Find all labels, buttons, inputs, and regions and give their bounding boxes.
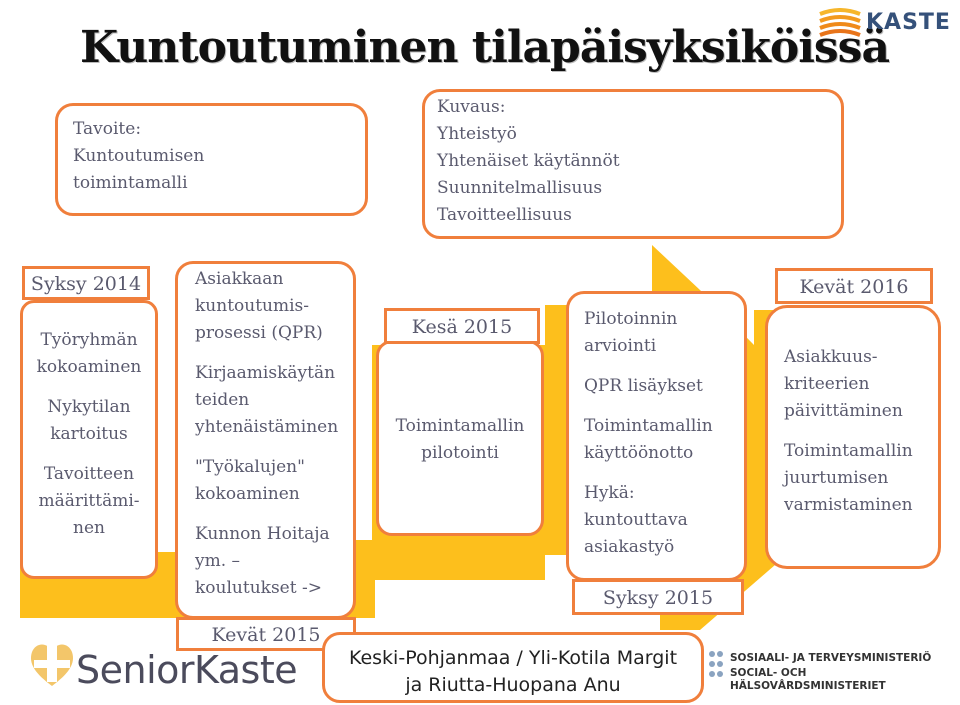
phase-item: kuntoutumis- (195, 296, 310, 316)
phase-item: yhtenäistäminen (195, 417, 339, 437)
phase-item: Asiakkuus- (784, 347, 878, 367)
phase-item: kuntouttava (584, 510, 688, 530)
phase-item: teiden (195, 390, 250, 410)
phase-label-kevat-2015: Kevät 2015 (176, 617, 356, 651)
phase-item: Toimintamallin (395, 416, 525, 436)
phase-box-syksy-2014 (20, 300, 158, 579)
kaste-wave-icon (818, 8, 862, 40)
phase-item: arviointi (584, 336, 657, 356)
kaste-logo (818, 6, 958, 42)
description-box (422, 89, 844, 239)
phase-item: määrittämi- (38, 491, 140, 511)
phase-item: koulutukset -> (195, 578, 322, 598)
ministry-line: SOCIAL- OCH HÄLSOVÅRDSMINISTERIET (730, 667, 886, 692)
goal-line: Tavoite: (73, 119, 142, 139)
phase-item: kokoaminen (36, 357, 142, 377)
goal-line: toimintamalli (73, 173, 188, 193)
seniorkaste-logo-text: SeniorKaste (76, 648, 298, 692)
heart-hands-icon (26, 638, 78, 690)
phase-item: Asiakkaan (195, 269, 284, 289)
phase-box-kevat-2016 (765, 305, 941, 569)
author-box (322, 632, 704, 703)
page-title: Kuntoutuminen tilapäisyksiköissä (80, 22, 889, 73)
phase-item: Tavoitteen (43, 464, 135, 484)
goal-box (55, 103, 368, 216)
phase-item: Toimintamallin (584, 416, 713, 436)
description-line: Yhtenäiset käytännöt (437, 151, 620, 171)
phase-item: juurtumisen (784, 468, 889, 488)
phase-label-syksy-2015: Syksy 2015 (572, 579, 744, 615)
phase-item: kriteerien (784, 374, 870, 394)
phase-box-kevat-2015 (175, 261, 356, 619)
description-line: Kuvaus: (437, 97, 506, 117)
ministry-line: SOSIAALI- JA TERVEYSMINISTERIÖ (730, 652, 932, 664)
phase-item: nen (73, 518, 105, 538)
phase-item: Pilotoinnin (584, 309, 678, 329)
phase-label-syksy-2014: Syksy 2014 (22, 266, 150, 300)
phase-item: pilotointi (421, 443, 499, 463)
goal-line: Kuntoutumisen (73, 146, 205, 166)
phase-item: kartoitus (50, 424, 128, 444)
phase-item: "Työkalujen" (195, 457, 305, 477)
phase-item: prosessi (QPR) (195, 323, 323, 343)
phase-box-kesa-2015 (376, 340, 544, 536)
description-line: Yhteistyö (437, 124, 517, 144)
phase-item: Kirjaamiskäytän (195, 363, 336, 383)
phase-item: asiakastyö (584, 537, 675, 557)
phase-item: kokoaminen (195, 484, 300, 504)
kaste-logo-text: KASTE (866, 10, 951, 35)
description-line: Suunnitelmallisuus (437, 178, 603, 198)
phase-label-kevat-2016: Kevät 2016 (775, 268, 933, 304)
author-line: Keski-Pohjanmaa / Yli-Kotila Margit (348, 647, 678, 669)
phase-box-syksy-2015 (566, 291, 747, 581)
seniorkaste-logo (18, 636, 318, 702)
description-line: Tavoitteellisuus (437, 205, 572, 225)
phase-item: varmistaminen (784, 495, 913, 515)
phase-item: Hykä: (584, 483, 635, 503)
phase-item: Kunnon Hoitaja (195, 524, 330, 544)
phase-item: QPR lisäykset (584, 376, 703, 396)
phase-item: Nykytilan (47, 397, 131, 417)
phase-item: käyttöönotto (584, 443, 694, 463)
phase-item: Toimintamallin (784, 441, 913, 461)
phase-item: päivittäminen (784, 401, 903, 421)
phase-label-kesa-2015: Kesä 2015 (384, 308, 540, 344)
ministry-logo (708, 648, 958, 692)
ministry-dots-icon (708, 650, 724, 684)
author-line: ja Riutta-Huopana Anu (405, 674, 621, 696)
phase-item: Työryhmän (40, 330, 138, 350)
phase-item: ym. – (195, 551, 241, 571)
